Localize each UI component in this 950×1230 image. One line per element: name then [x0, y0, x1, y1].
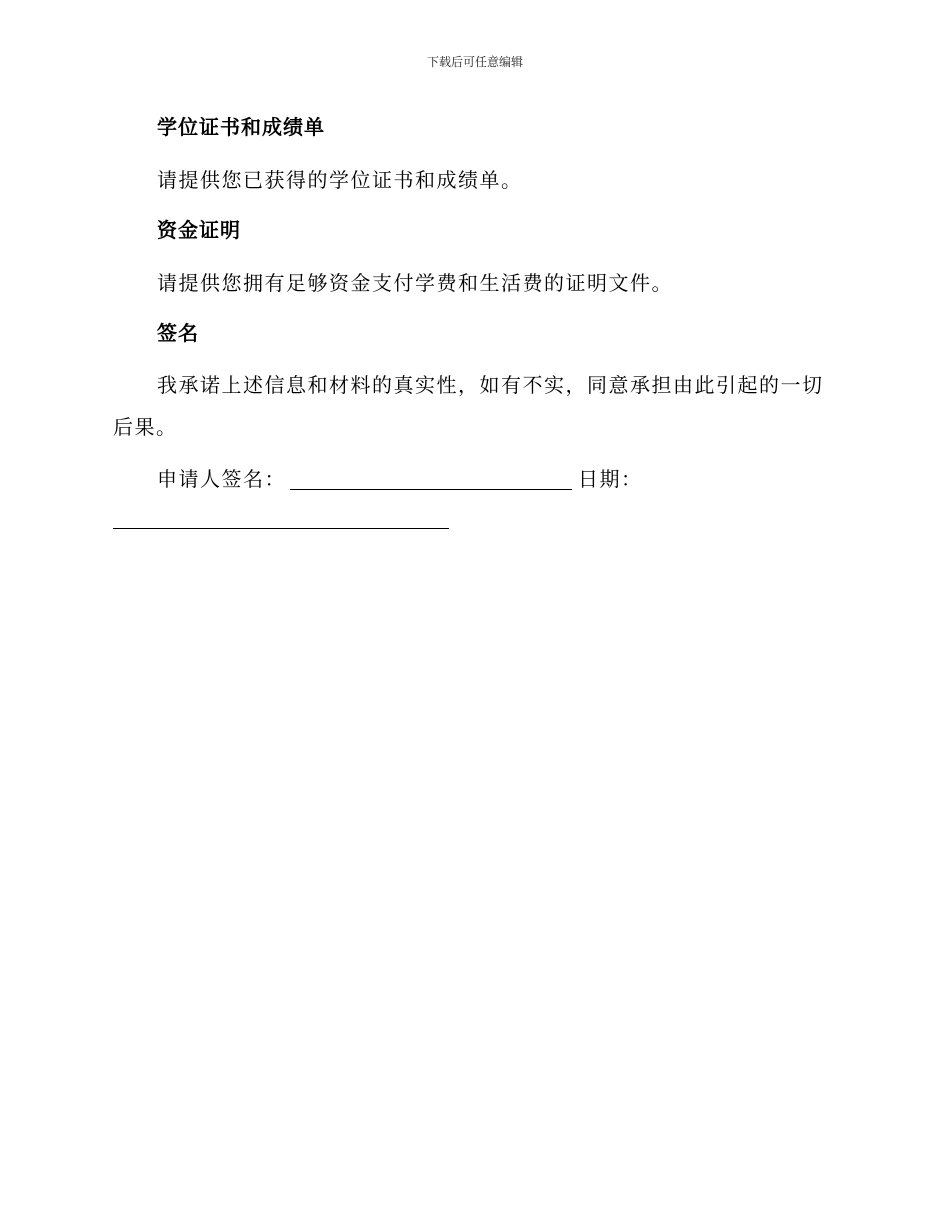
paragraph-financial-proof: 请提供您拥有足够资金支付学费和生活费的证明文件。 [157, 271, 673, 295]
date-line[interactable] [113, 528, 449, 529]
page-header-note: 下载后可任意编辑 [426, 55, 523, 69]
applicant-signature-line[interactable] [290, 465, 572, 490]
heading-signature: 签名 [157, 321, 199, 345]
signature-row [157, 465, 643, 495]
heading-financial-proof: 资金证明 [157, 218, 241, 242]
applicant-signature-label: 申请人签名： [157, 467, 286, 491]
heading-degree-certificate: 学位证书和成绩单 [157, 115, 325, 139]
paragraph-degree-certificate: 请提供您已获得的学位证书和成绩单。 [157, 168, 523, 192]
paragraph-signature-pledge: 我承诺上述信息和材料的真实性，如有不实，同意承担由此引起的一切后果。 [113, 373, 824, 439]
date-label: 日期： [578, 467, 643, 491]
